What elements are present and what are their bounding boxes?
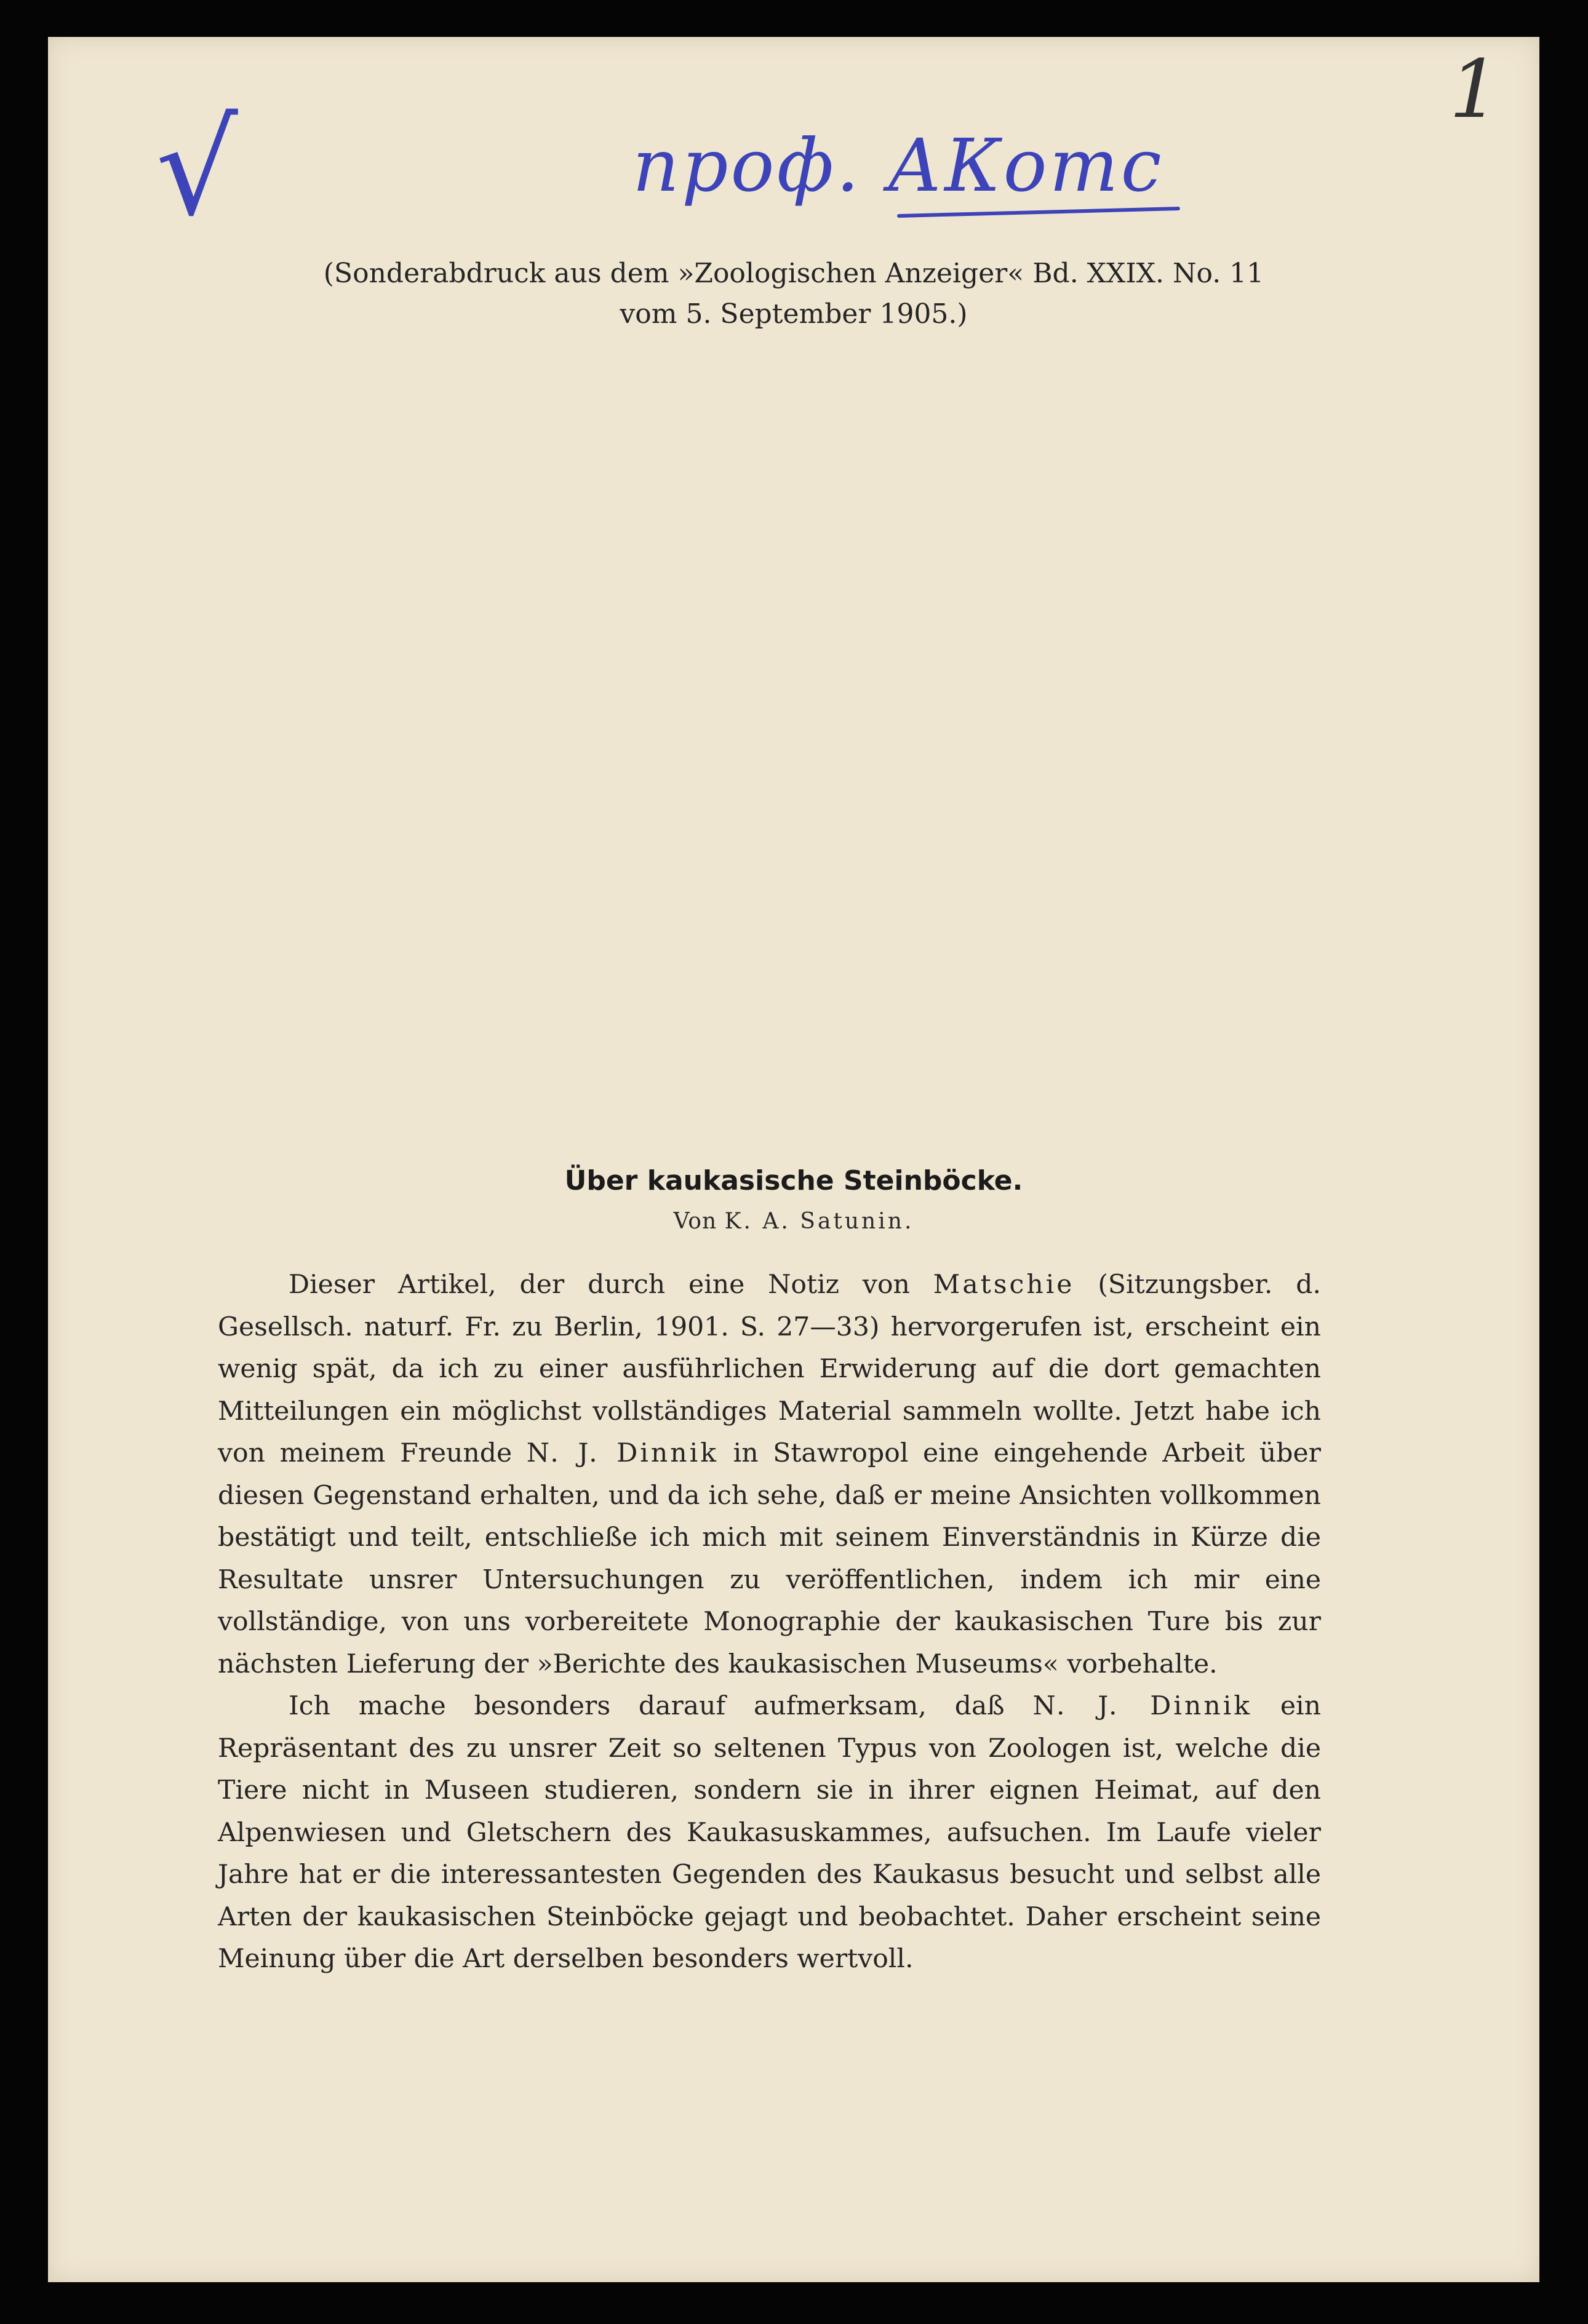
checkmark-annotation: √ (156, 94, 238, 244)
name-dinnik: N. J. Dinnik (526, 1438, 719, 1468)
paragraph-1-part-c: in Stawropol eine eingehende Arbeit über diesen Gegenstand erhalten, und da ich sehe, daß er meine Ansichten vollkommen bestätigt und teilt, entschließe ich mich mit seinem Einverständnis in Kürze die Resultate unsrer Untersuchungen zu veröffentlichen, indem ich mir eine vollständige, von uns vorbereitete Monographie der kaukasischen Ture bis zur nächsten Lieferung der »Berichte des kaukasischen Museums« vorbehalte. (218, 1438, 1321, 1679)
paragraph-1 (218, 1264, 1321, 1685)
page-number: 1 (1449, 42, 1500, 136)
paragraph-1-part-b: (Sitzungsber. d. Gesellsch. naturf. Fr. zu Berlin, 1901. S. 27—33) hervorgerufen ist, erscheint ein wenig spät, da ich zu einer ausführlichen Erwiderung auf die dort gemachten Mitteilungen ein möglichst vollständiges Material sammeln wollte. Jetzt habe ich von meinem Freunde (218, 1270, 1321, 1468)
byline-prefix: Von (673, 1209, 725, 1234)
paragraph-1-part-a: Dieser Artikel, der durch eine Notiz von (289, 1270, 933, 1300)
offprint-line-1: (Sonderabdruck aus dem »Zoologischen Anzeiger« Bd. XXIX. No. 11 (323, 258, 1264, 289)
inscription-underline (897, 207, 1180, 218)
paragraph-2 (218, 1685, 1321, 1981)
name-matschie: Matschie (933, 1270, 1075, 1300)
handwritten-inscription: проф. АКотс (632, 123, 1164, 208)
paragraph-2-part-b: ein Repräsentant des zu unsrer Zeit so seltenen Typus von Zoologen ist, welche die Tiere nicht in Museen studieren, sondern sie in ihrer eignen Heimat, auf den Alpenwiesen und Gletschern des Kaukasuskammes, aufsuchen. Im Laufe vieler Jahre hat er die interessantesten Gegenden des Kaukasus besucht und selbst alle Arten der kaukasischen Steinböcke gejagt und beobachtet. Daher erscheint seine Meinung über die Art derselben besonders wertvoll. (218, 1691, 1321, 1974)
offprint-line-2: vom 5. September 1905.) (620, 298, 968, 330)
offprint-note (48, 253, 1539, 335)
author-name: K. A. Satunin. (724, 1209, 914, 1234)
paragraph-2-part-a: Ich mache besonders darauf aufmerksam, daß (289, 1691, 1033, 1721)
article-byline (48, 1206, 1539, 1238)
name-dinnik: N. J. Dinnik (1032, 1691, 1253, 1721)
article-body (218, 1264, 1321, 1981)
article-title: Über kaukasische Steinböcke. (564, 1165, 1023, 1196)
document-page (48, 37, 1539, 2282)
